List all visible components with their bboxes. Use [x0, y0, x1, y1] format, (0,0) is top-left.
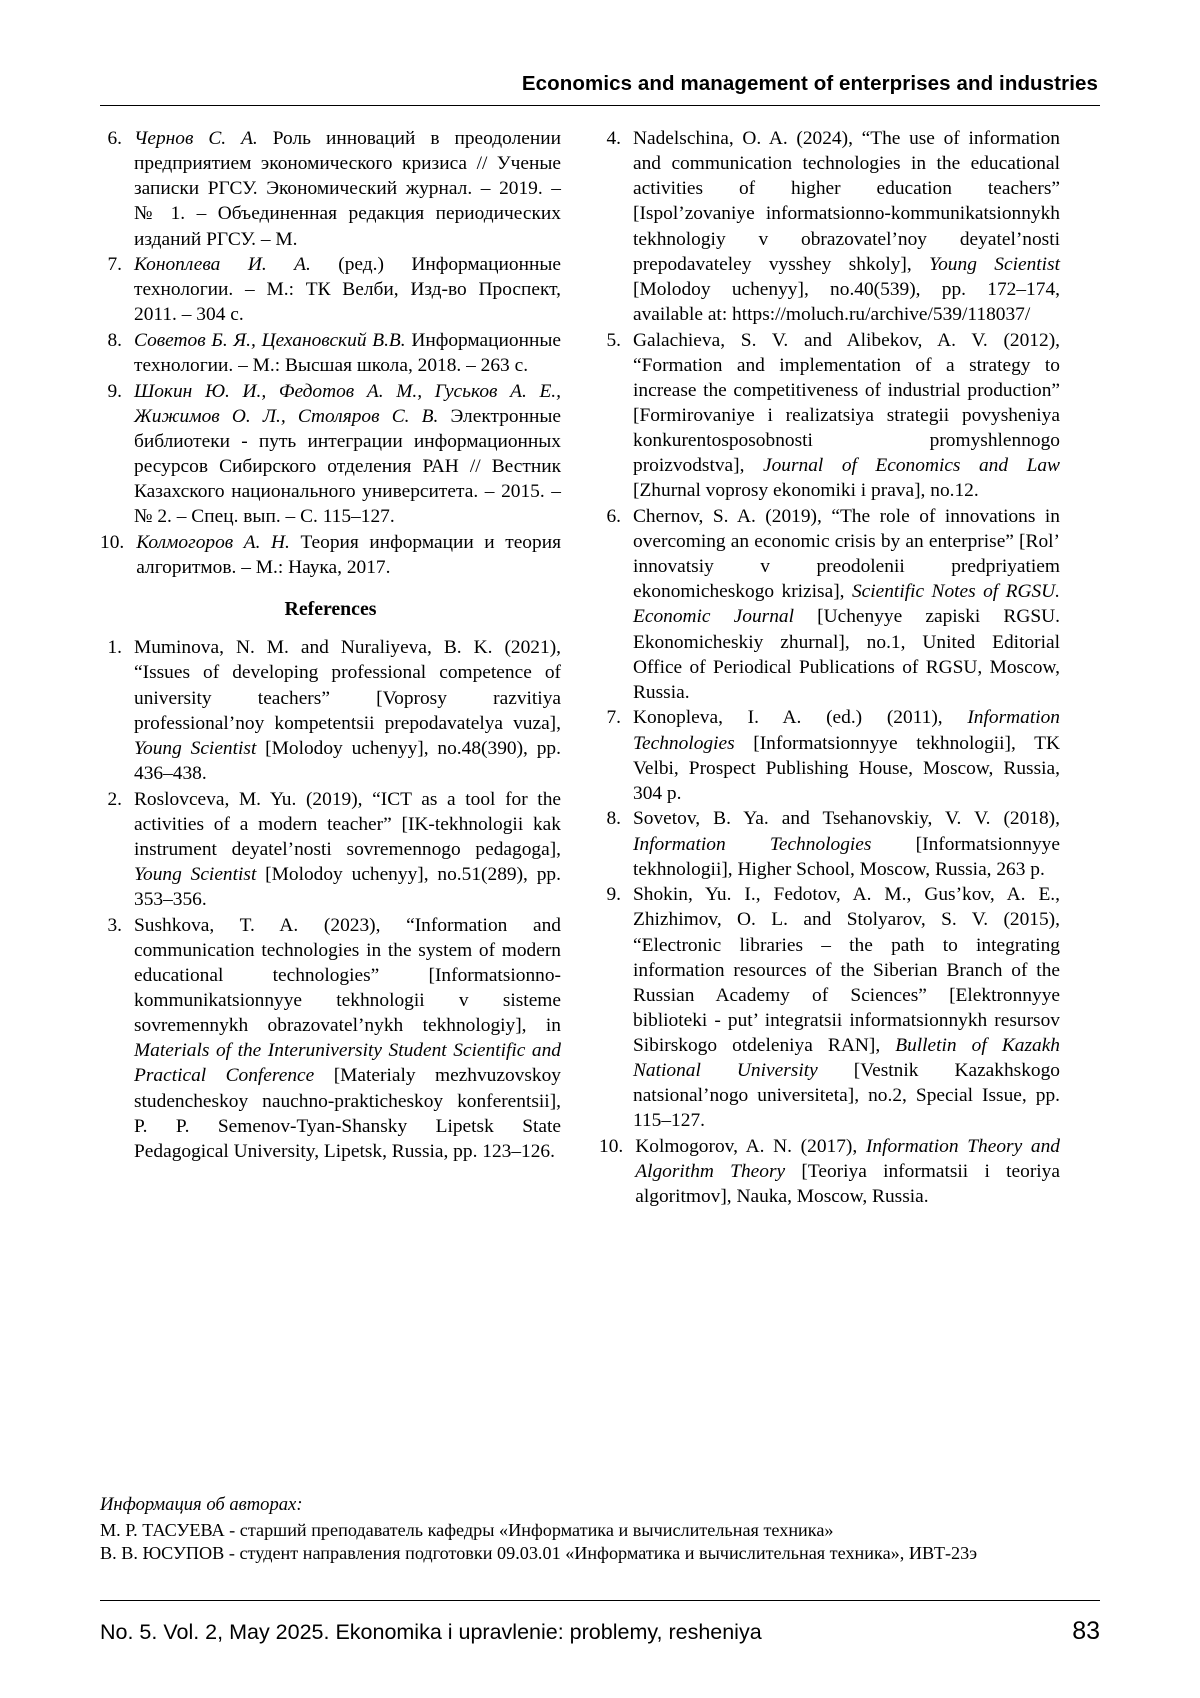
- reference-text: Kolmogorov, A. N. (2017), Information Theory and Algorithm Theory [Teoriya informatsii i teoriya algoritmov], Nauka, Moscow, Russia.: [635, 1136, 1060, 1208]
- footer-rule: [100, 1600, 1100, 1601]
- page-bottom: [100, 1467, 1100, 1646]
- reference-text: Sushkova, T. A. (2023), “Information and communication technologies in the system of modern educational technologies” [Informatsionno-kommunikatsionnyye tekhnologii v sisteme sovremennykh obrazovatel’nykh tekhnologiy], in Materials of the Interuniversity Student Scientific and Practical Conference [Materialy mezhvuzovskoy studencheskoy nauchno-prakticheskoy konferentsii], P. P. Semenov-Tyan-Shansky Lipetsk State Pedagogical University, Lipetsk, Russia, pp. 123–126.: [134, 914, 561, 1162]
- references-heading: References: [284, 598, 377, 621]
- right-column: [599, 126, 1060, 1210]
- reference-number: 2.: [107, 788, 122, 810]
- reference-item: [599, 705, 1060, 806]
- reference-item: [100, 252, 561, 327]
- reference-text: Колмогоров А. Н. Теория информации и теория алгоритмов. – М.: Наука, 2017.: [136, 532, 561, 579]
- reference-text: Konopleva, I. A. (ed.) (2011), Information Technologies [Informatsionnyye tekhnologii], TK Velbi, Prospect Publishing House, Moscow, Russia, 304 p.: [633, 707, 1060, 804]
- two-column-body: [100, 126, 1100, 1210]
- reference-number: 10.: [100, 532, 125, 553]
- page-number: 83: [1072, 1617, 1100, 1645]
- reference-number: 9.: [606, 884, 621, 906]
- reference-number: 7.: [606, 707, 621, 729]
- reference-list-english-left: [100, 635, 561, 1164]
- reference-number: 9.: [107, 380, 122, 402]
- author-line: В. В. ЮСУПОВ - студент направления подготовки 09.03.01 «Информатика и вычислительная техника», ИВТ-23э: [100, 1543, 978, 1564]
- reference-number: 4.: [606, 128, 621, 149]
- footer-citation: No. 5. Vol. 2, May 2025. Ekonomika i upravlenie: problemy, resheniya: [100, 1620, 762, 1644]
- reference-item: [100, 328, 561, 378]
- reference-number: 6.: [606, 505, 621, 527]
- reference-text: Chernov, S. A. (2019), “The role of innovations in overcoming an economic crisis by an enterprise” [Rol’ innovatsiy v preodolenii predpriyatiem ekonomicheskogo krizisa], Scientific Notes of RGSU. Economic Journal [Uchenyye zapiski RGSU. Ekonomicheskiy zhurnal], no.1, United Editorial Office of Periodical Publications of RGSU, Moscow, Russia.: [633, 505, 1060, 703]
- reference-item: [599, 126, 1060, 327]
- reference-item: [599, 328, 1060, 504]
- reference-text: Shokin, Yu. I., Fedotov, A. M., Gus’kov, A. E., Zhizhimov, O. L. and Stolyarov, S. V. (2015), “Electronic libraries – the path to integrating information resources of the Siberian Branch of the Russian Academy of Sciences” [Elektronnyye biblioteki - put’ integratsii informatsionnykh resursov Sibirskogo otdeleniya RAN], Bulletin of Kazakh National University [Vestnik Kazakhskogo natsional’nogo universiteta], no.2, Special Issue, pp. 115–127.: [633, 884, 1061, 1132]
- reference-text: Muminova, N. M. and Nuraliyeva, B. K. (2021), “Issues of developing professional competence of university teachers” [Voprosy razvitiya professional’noy kompetentsii prepodavatelya vuza], Young Scientist [Molodoy uchenyy], no.48(390), pp. 436–438.: [134, 637, 561, 784]
- reference-text: Roslovceva, M. Yu. (2019), “ICT as a tool for the activities of a modern teacher” [IK-tekhnologii kak instrument deyatel’nosti sovremennogo pedagoga], Young Scientist [Molodoy uchenyy], no.51(289), pp. 353–356.: [134, 788, 561, 910]
- authors-info: [100, 1493, 1100, 1566]
- reference-item: [100, 913, 561, 1164]
- reference-item: [100, 635, 561, 786]
- authors-info-heading: Информация об авторах:: [100, 1493, 303, 1515]
- reference-number: 10.: [599, 1136, 624, 1157]
- reference-text: Советов Б. Я., Цехановский В.В. Информационные технологии. – М.: Высшая школа, 2018. – 263 с.: [134, 330, 561, 377]
- reference-list-russian: [100, 126, 561, 580]
- reference-number: 1.: [107, 637, 122, 659]
- reference-item: [599, 882, 1060, 1133]
- reference-number: 6.: [107, 128, 122, 149]
- author-line: М. Р. ТАСУЕВА - старший преподаватель кафедры «Информатика и вычислительная техника»: [100, 1519, 834, 1540]
- reference-number: 5.: [606, 329, 621, 351]
- reference-item: [100, 126, 561, 252]
- reference-number: 8.: [107, 330, 122, 351]
- reference-item: [599, 504, 1060, 705]
- left-column: [100, 126, 561, 1210]
- page-footer: [100, 1617, 1100, 1646]
- header-rule: [100, 105, 1100, 106]
- reference-text: Шокин Ю. И., Федотов А. М., Гуськов А. Е., Жижимов О. Л., Столяров С. В. Электронные библиотеки - путь интеграции информационных ресурсов Сибирского отделения РАН // Вестник Казахского национального университета. – 2015. – № 2. – Спец. вып. – С. 115–127.: [134, 380, 561, 528]
- reference-text: Nadelschina, O. A. (2024), “The use of information and communication technologies in the educational activities of higher education teachers” [Ispol’zovaniye informatsionno-kommunikatsionnykh tekhnologiy v obrazovatel’noy deyatel’nosti prepodavateley vysshey shkoly], Young Scientist [Molodoy uchenyy], no.40(539), pp. 172–174, available at: https://moluch.ru/archive/539/118037/: [633, 128, 1060, 325]
- reference-number: 8.: [606, 808, 621, 830]
- reference-item: [100, 379, 561, 530]
- reference-text: Коноплева И. А. (ред.) Информационные технологии. – М.: ТК Велби, Изд-во Проспект, 2011. – 304 с.: [134, 254, 562, 326]
- reference-item: [100, 530, 561, 580]
- running-head: Economics and management of enterprises and industries: [521, 72, 1098, 95]
- reference-item: [599, 806, 1060, 881]
- reference-number: 7.: [107, 254, 122, 276]
- reference-text: Чернов С. А. Роль инноваций в преодолении предприятием экономического кризиса // Ученые записки РГСУ. Экономический журнал. – 2019. – № 1. – Объединенная редакция периодических изданий РГСУ. – М.: [134, 128, 562, 250]
- reference-list-english-right: [599, 126, 1060, 1209]
- reference-text: Galachieva, S. V. and Alibekov, A. V. (2012), “Formation and implementation of a strategy to increase the competitiveness of industrial production” [Formirovaniye i realizatsiya strategii povysheniya konkurentosposobnosti promyshlennogo proizvodstva], Journal of Economics and Law [Zhurnal voprosy ekonomiki i prava], no.12.: [633, 329, 1060, 502]
- reference-item: [599, 1134, 1060, 1209]
- reference-text: Sovetov, B. Ya. and Tsehanovskiy, V. V. (2018), Information Technologies [Informatsionnyye tekhnologii], Higher School, Moscow, Russia, 263 p.: [633, 808, 1060, 880]
- reference-number: 3.: [107, 914, 122, 936]
- reference-item: [100, 787, 561, 913]
